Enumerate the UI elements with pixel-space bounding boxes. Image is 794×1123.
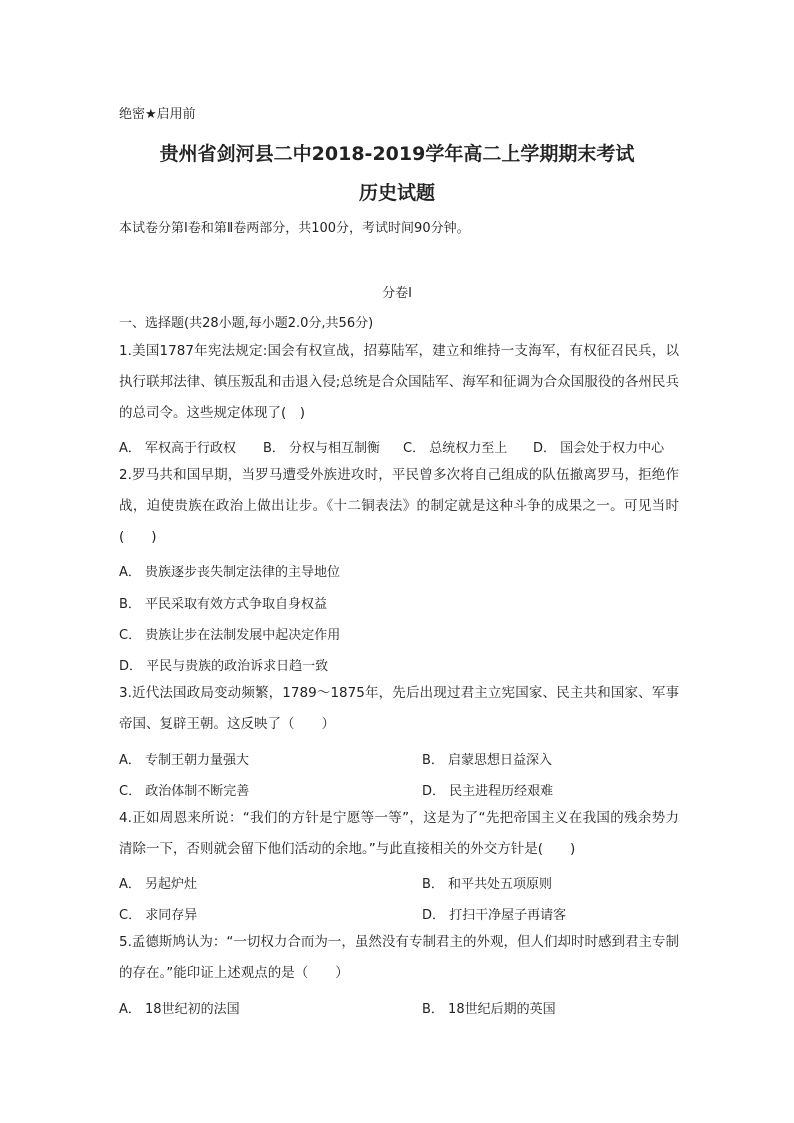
option: A． 专制王朝力量强大	[119, 753, 250, 768]
option: B． 启蒙思想日益深入	[422, 753, 553, 768]
option: B． 18世纪后期的英国	[422, 1002, 556, 1017]
section-label: 分卷I	[382, 286, 412, 301]
option: C． 贵族让步在法制发展中起决定作用	[119, 628, 341, 643]
option: B． 分权与相互制衡	[263, 441, 381, 456]
option: C． 求同存异	[119, 908, 198, 923]
exam-title: 贵州省剑河县二中2018-2019学年高二上学期期末考试	[159, 143, 635, 165]
option: B． 和平共处五项原则	[422, 877, 553, 892]
option: A． 另起炉灶	[119, 877, 198, 892]
option: D． 民主进程历经艰难	[422, 784, 554, 799]
option: A． 18世纪初的法国	[119, 1002, 240, 1017]
question-stem: 3.近代法国政局变动频繁，1789～1875年，先后出现过君主立宪国家、民主共和国家、军事帝国、复辟王朝。这反映了（ ）	[119, 685, 679, 732]
option: A． 军权高于行政权	[119, 441, 237, 456]
exam-intro: 本试卷分第Ⅰ卷和第Ⅱ卷两部分，共100分，考试时间90分钟。	[119, 221, 470, 236]
option: A． 贵族逐步丧失制定法律的主导地位	[119, 565, 341, 580]
exam-subject-title: 历史试题	[358, 182, 435, 204]
option: C． 政治体制不断完善	[119, 784, 250, 799]
option: C． 总统权力至上	[403, 441, 508, 456]
question-stem: 5.孟德斯鸠认为：“一切权力合而为一，虽然没有专制君主的外观，但人们却时时感到君主专制的存在。”能印证上述观点的是（ ）	[119, 934, 679, 981]
option: D． 国会处于权力中心	[533, 441, 665, 456]
question-stem: 2.罗马共和国早期，当罗马遭受外族进攻时，平民曾多次将自己组成的队伍撤离罗马，拒绝作战，迫使贵族在政治上做出让步。《十二铜表法》的制定就是这种斗争的成果之一。可见当时( )	[119, 467, 679, 545]
option: D． 平民与贵族的政治诉求日趋一致	[119, 659, 329, 674]
question-type-heading: 一、选择题(共28小题,每小题2.0分,共56分)	[119, 316, 374, 331]
question-stem: 1.美国1787年宪法规定:国会有权宣战，招募陆军，建立和维持一支海军，有权征召民兵，以执行联邦法律、镇压叛乱和击退入侵;总统是合众国陆军、海军和征调为合众国服役的各州民兵的总司令。这些规定体现了( )	[119, 343, 679, 421]
secret-label: 绝密★启用前	[119, 107, 196, 122]
option: B． 平民采取有效方式争取自身权益	[119, 597, 328, 612]
option: D． 打扫干净屋子再请客	[422, 908, 567, 923]
question-stem: 4.正如周恩来所说：“我们的方针是宁愿等一等”，这是为了“先把帝国主义在我国的残余势力清除一下，否则就会留下他们活动的余地。”与此直接相关的外交方针是( )	[119, 810, 679, 857]
